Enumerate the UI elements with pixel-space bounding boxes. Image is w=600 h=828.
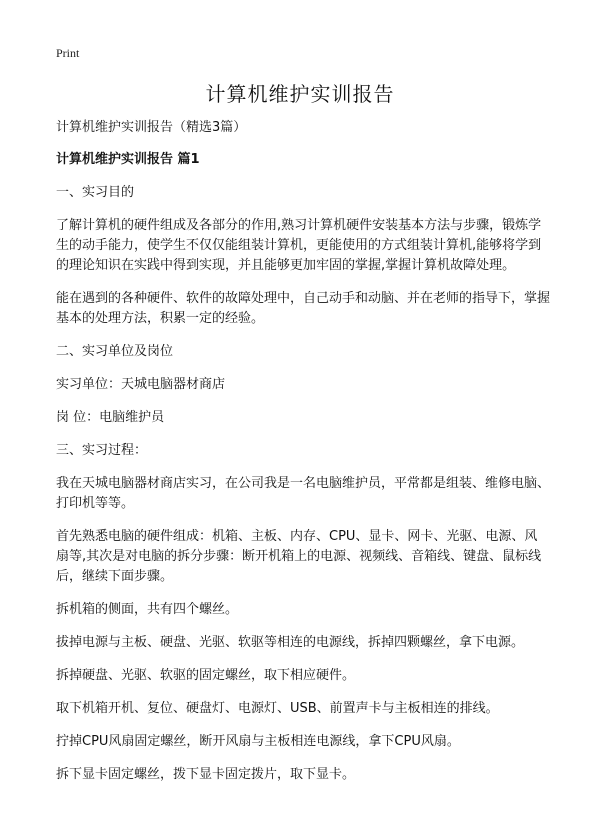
paragraph-heading-purpose: 一、实习目的 [56, 185, 135, 200]
paragraph: 实习单位：天城电脑器材商店 [56, 377, 226, 392]
paragraph: 拆下显卡固定螺丝，拨下显卡固定拨片，取下显卡。 [56, 767, 356, 782]
paragraph: 拔掉电源与主板、硬盘、光驱、软驱等相连的电源线，拆掉四颗螺丝，拿下电源。 [56, 635, 525, 650]
paragraph: 首先熟悉电脑的硬件组成：机箱、主板、内存、CPU、显卡、网卡、光驱、电源、风扇等,其次是对电脑的拆分步骤：断开机箱上的电源、视频线、音箱线、键盘、鼠标线后，继续下面步骤。 [56, 529, 542, 584]
document-subtitle: 计算机维护实训报告（精选3篇） [56, 120, 247, 135]
paragraph: 拆掉硬盘、光驱、软驱的固定螺丝，取下相应硬件。 [56, 668, 356, 683]
paragraph-heading-unit: 二、实习单位及岗位 [56, 344, 174, 359]
paragraph: 能在遇到的各种硬件、软件的故障处理中，自己动手和动脑、并在老师的指导下，掌握基本的处理方法，积累一定的经验。 [56, 291, 551, 326]
document-body [56, 118, 550, 798]
paragraph: 取下机箱开机、复位、硬盘灯、电源灯、USB、前置声卡与主板相连的排线。 [56, 701, 499, 716]
document-title: 计算机维护实训报告 [205, 82, 395, 106]
paragraph: 我在天城电脑器材商店实习，在公司我是一名电脑维护员，平常都是组装、维修电脑、打印机等等。 [56, 476, 551, 511]
print-label: Print [56, 46, 80, 60]
paragraph: 岗 位：电脑维护员 [56, 410, 165, 425]
paragraph: 了解计算机的硬件组成及各部分的作用,熟习计算机硬件安装基本方法与步骤，锻炼学生的动手能力，使学生不仅仅能组装计算机，更能使用的方式组装计算机,能够将学到的理论知识在实践中得到实现，并且能够更加牢固的掌握,掌握计算机故障处理。 [56, 218, 542, 273]
paragraph-heading-process: 三、实习过程： [56, 443, 148, 458]
section-heading: 计算机维护实训报告 篇1 [56, 152, 200, 167]
paragraph: 拆机箱的侧面，共有四个螺丝。 [56, 602, 239, 617]
paragraph: 拧掉CPU风扇固定螺丝，断开风扇与主板相连电源线，拿下CPU风扇。 [56, 734, 460, 749]
